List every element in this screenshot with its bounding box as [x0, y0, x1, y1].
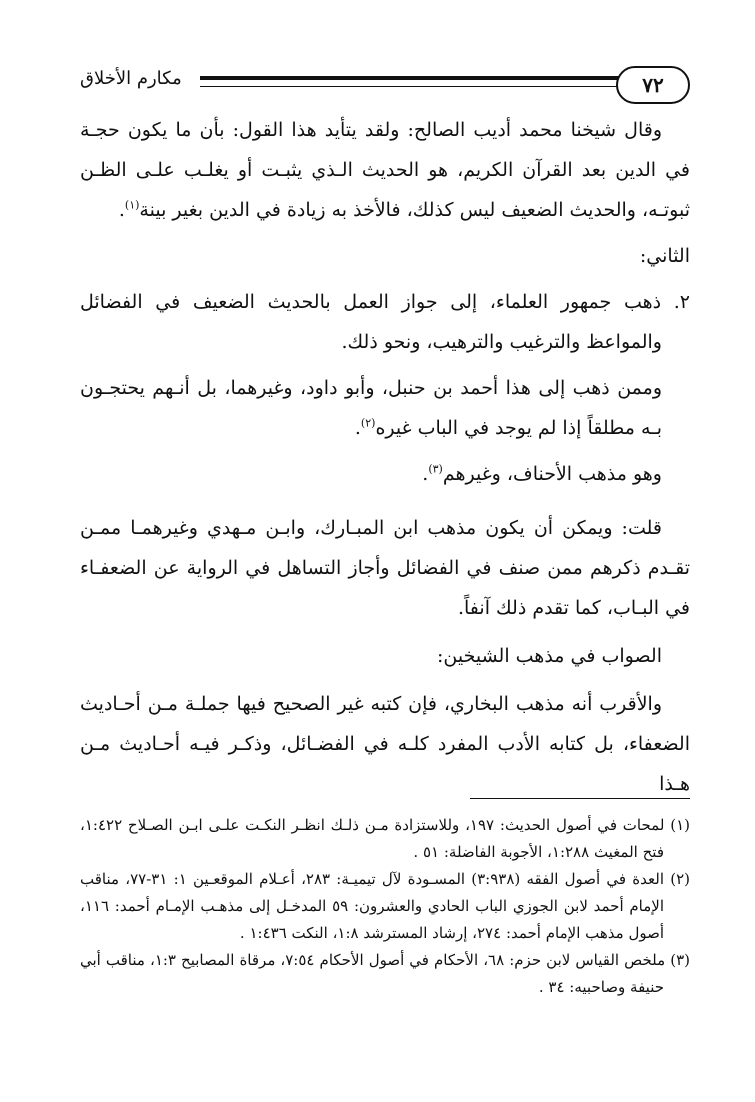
second-label: الثاني:	[639, 245, 690, 267]
footnote-3: (٣) ملخص القياس لابن حزم: ٦٨، الأحكام في أصول الأحكام ٧:٥٤، مرقاة المصابيح ١:٣، مناقب أبي حنيفة وصاحبيه: ٣٤ .	[80, 951, 690, 996]
page-header	[80, 62, 690, 108]
paragraph-3	[80, 368, 690, 448]
footnote-ref-2: (٢)	[360, 416, 376, 430]
book-title: مكارم الأخلاق	[80, 68, 182, 89]
list-item-2: ٢. ذهب جمهور العلماء، إلى جواز العمل بالحديث الضعيف في الفضائل والمواعظ والترغيب والترهيب، ونحو ذلك.	[80, 291, 690, 353]
header-rule-thin	[200, 86, 630, 87]
header-rule-thick	[200, 76, 630, 80]
main-text	[80, 110, 690, 810]
paragraph-7: والأقرب أنه مذهب البخاري، فإن كتبه غير الصحيح فيها جملـة مـن أحـاديث الضعفاء، بل كتابه الأدب المفرد كلـه في الفضـائل، وذكـر فيـه أحـاديث مـن هـذا	[80, 693, 690, 795]
paragraph-5: قلت: ويمكن أن يكون مذهب ابن المبـارك، وابـن مـهدي وغيرهمـا ممـن تقـدم ذكرهم ممن صنف في الفضائل وأجاز التساهل في الرواية عن الضعفـاء في البـاب، كما تقدم ذلك آنفاً.	[80, 517, 690, 619]
paragraph-4	[80, 454, 690, 494]
paragraph-3-text: وممن ذهب إلى هذا أحمد بن حنبل، وأبو داود، وغيرهما، بل أنـهم يحتجـون بـه مطلقاً إذا لم يوجد في الباب غيره	[80, 377, 662, 439]
paragraph-3-end: .	[354, 417, 361, 439]
footnotes	[80, 812, 690, 1001]
footnote-2: (٢) العدة في أصول الفقه (٣:٩٣٨) المسـودة لآل تيميـة: ٢٨٣، أعـلام الموقعـين ١: ٣١-٧٧، مناقب الإمام أحمد لابن الجوزي الباب الحادي والعشرون: ٥٩ المدخـل إلى مذهـب الإمـام أحمد: ١١٦، أصول مذهب الإمام أحمد: ٢٧٤، إرشاد المسترشد ١:٨، النكت ١:٤٣٦ .	[80, 870, 690, 942]
footnote-ref-3: (٣)	[428, 462, 443, 476]
paragraph-1-end: .	[118, 199, 125, 221]
paragraph-1	[80, 110, 690, 230]
footnote-1: (١) لمحات في أصول الحديث: ١٩٧، وللاستزادة مـن ذلـك انظـر النكـت علـى ابـن الصـلاح ١:٤٢٢، فتح المغيث ١:٢٨٨، الأجوبة الفاضلة: ٥١ .	[80, 816, 690, 861]
footnote-separator	[470, 798, 690, 799]
footnote-ref-1: (١)	[124, 198, 140, 212]
section-heading: الصواب في مذهب الشيخين:	[436, 645, 662, 667]
paragraph-1-text: وقال شيخنا محمد أديب الصالح: ولقد يتأيد هذا القول: بأن ما يكون حجـة في الدين بعد القرآن الكريم، هو الحديث الـذي يثبـت أو يغلـب علـى الظـن ثبوتـه، والحديث الضعيف ليس كذلك، فالأخذ به زيادة في الدين بغير بينة	[80, 119, 690, 221]
paragraph-4-end: .	[422, 463, 429, 485]
paragraph-4-text: وهو مذهب الأحناف، وغيرهم	[442, 463, 662, 485]
page-number: ٧٢	[616, 66, 690, 104]
